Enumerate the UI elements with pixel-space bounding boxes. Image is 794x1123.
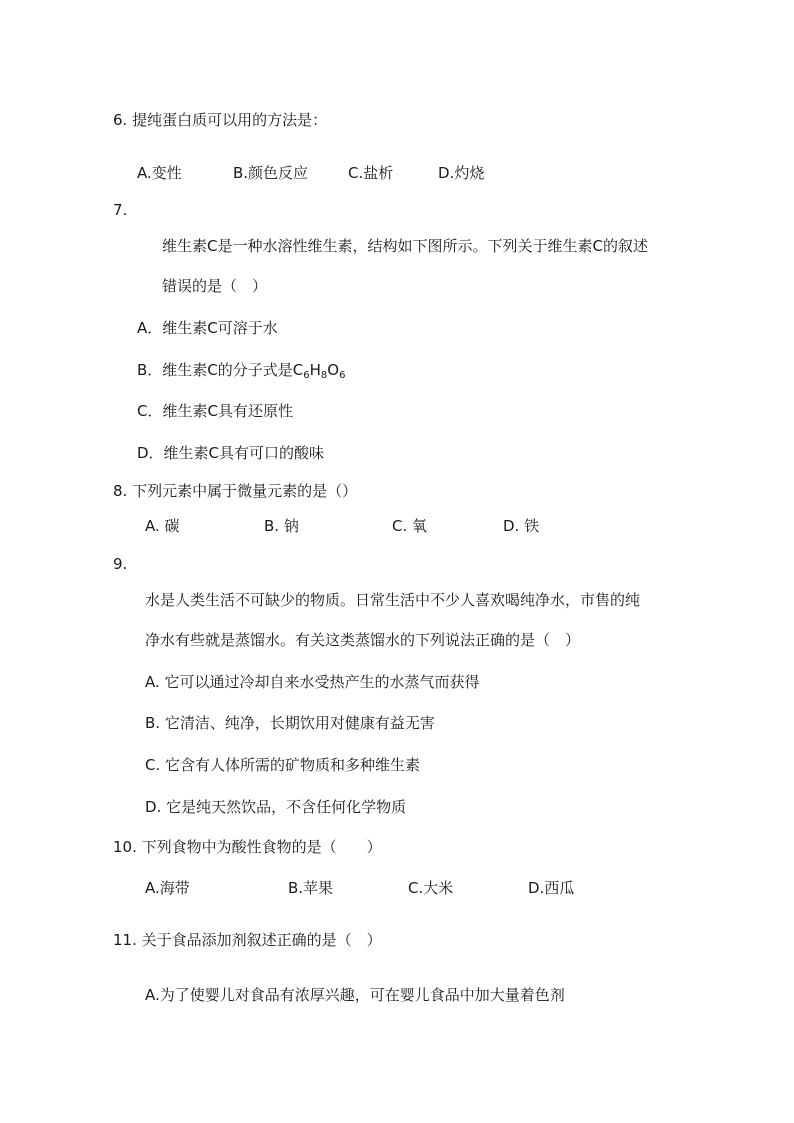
question-7-option-b [137,360,345,380]
question-6-option-c: C.盐析 [348,164,394,182]
question-8-option-c: C. 氧 [392,517,428,535]
question-8-option-d: D. 铁 [503,517,540,535]
question-6-stem: 6. 提纯蛋白质可以用的方法是： [113,111,328,129]
question-10-option-b: B.苹果 [288,879,334,897]
question-6-option-a: A.变性 [137,164,182,182]
question-10-option-a: A.海带 [145,879,190,897]
question-6-options [0,163,794,183]
question-7-option-c: C．维生素C具有还原性 [137,402,293,420]
question-8-option-a: A. 碳 [145,517,180,535]
question-7-stem-line2: 错误的是（ ） [162,277,268,295]
question-9-option-a: A. 它可以通过冷却自来水受热产生的水蒸气而获得 [145,673,480,691]
question-10-option-d: D.西瓜 [528,879,575,897]
question-9-stem-line2: 净水有些就是蒸馏水。有关这类蒸馏水的下列说法正确的是（ ） [145,631,581,649]
question-9-number: 9. [113,555,128,573]
question-6-option-b: B.颜色反应 [233,164,309,182]
formula-subscript-c: 6 [303,370,310,381]
formula-o: O [327,361,340,379]
formula-subscript-h: 8 [320,370,328,381]
question-9-option-c: C. 它含有人体所需的矿物质和多种维生素 [145,756,421,774]
question-8-options [0,516,794,536]
question-10-options [0,878,794,898]
question-7-option-a: A．维生素C可溶于水 [137,319,278,337]
question-8-option-b: B. 钠 [264,517,299,535]
question-11-stem: 11. 关于食品添加剂叙述正确的是（ ） [113,931,382,949]
question-7-option-d: D．维生素C具有可口的酸味 [137,444,325,462]
formula-h: H [309,361,321,379]
question-9-stem-line1: 水是人类生活不可缺少的物质。日常生活中不少人喜欢喝纯净水，市售的纯 [145,591,641,609]
formula-subscript-o: 6 [339,370,346,381]
question-11-option-a: A.为了使婴儿对食品有浓厚兴趣，可在婴儿食品中加大量着色剂 [145,986,565,1004]
question-6-option-d: D.灼烧 [438,164,485,182]
question-10-option-c: C.大米 [408,879,454,897]
question-9-option-d: D. 它是纯天然饮品，不含任何化学物质 [145,798,407,816]
question-7-stem-line1: 维生素C是一种水溶性维生素，结构如下图所示。下列关于维生素C的叙述 [162,237,648,255]
question-9-option-b: B. 它清洁、纯净，长期饮用对健康有益无害 [145,714,435,732]
question-8-stem: 8. 下列元素中属于微量元素的是（） [113,482,358,500]
question-7-option-b-prefix: B．维生素C的分子式是C [137,361,304,379]
question-10-stem: 10. 下列食物中为酸性食物的是（ ） [113,838,382,856]
question-7-number: 7. [113,201,128,219]
